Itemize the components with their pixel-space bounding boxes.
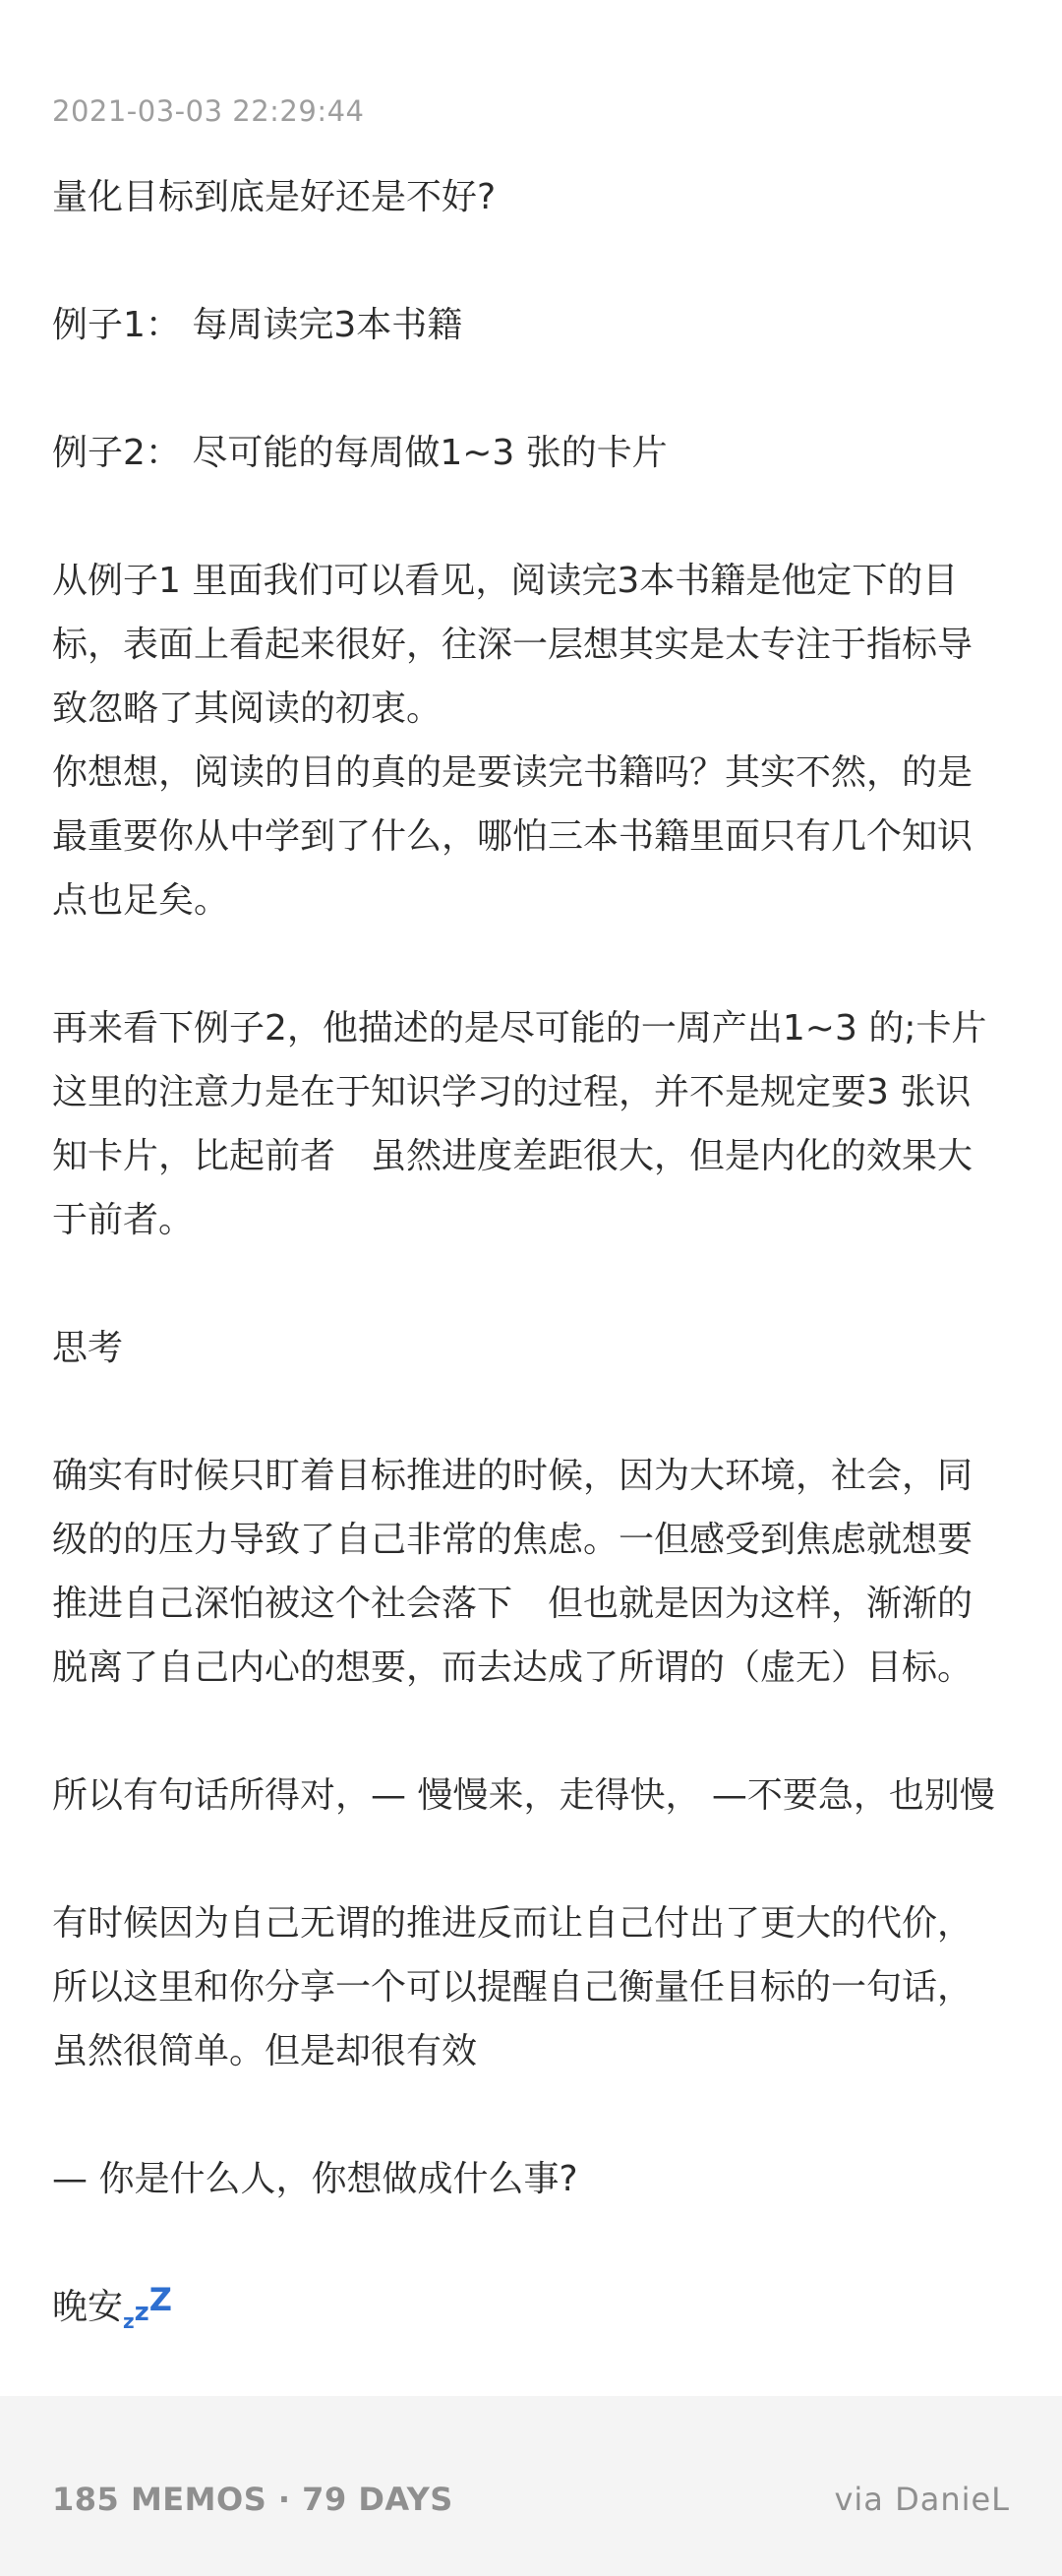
blank-line [52,485,1016,549]
blank-line [52,1380,1016,1444]
memo-content [52,165,1016,2339]
memo-line: 你想想，阅读的目的真的是要读完书籍吗？其实不然，的是 [52,752,974,793]
memo-line: 虽然很简单。但是却很有效 [52,2031,478,2071]
blank-line [52,1252,1016,1316]
memo-line: 脱离了自己内心的想要，而去达成了所谓的（虚无）目标。 [52,1647,974,1688]
memo-line: 所以有句话所得对，— 慢慢来，走得快， —不要急，也别慢 [52,1775,995,1816]
memo-line: — 你是什么人，你想做成什么事? [52,2159,578,2199]
memo-timestamp: 2021-03-03 22:29:44 [52,94,365,128]
footer [0,2396,1062,2576]
memo-line: 知卡片，比起前者 虽然进度差距很大，但是内化的效果大 [52,1136,974,1176]
memo-line: 所以这里和你分享一个可以提醒自己衡量任目标的一句话， [52,1967,974,2007]
memo-line: 思考 [52,1328,124,1368]
blank-line [52,229,1016,293]
zzz-letter: Z [148,2281,172,2318]
blank-line [52,1827,1016,1891]
memo-line: 于前者。 [52,1200,195,1240]
memo-line: 标，表面上看起来很好，往深一层想其实是太专注于指标导 [52,625,974,665]
memo-line: 例子1： 每周读完3本书籍 [52,305,463,345]
memo-line: 例子2： 尽可能的每周做1~3 张的卡片 [52,433,668,473]
blank-line [52,1700,1016,1764]
memo-line: 再来看下例子2，他描述的是尽可能的一周产出1~3 的;卡片 [52,1008,987,1048]
memo-line: 推进自己深怕被这个社会落下 但也就是因为这样，渐渐的 [52,1584,974,1624]
zzz-letter: z [134,2298,149,2327]
closing-text: 晚安 [52,2287,124,2327]
blank-line [52,2211,1016,2275]
author-signature: via DanieL [834,2481,1010,2518]
memo-line: 从例子1 里面我们可以看见，阅读完3本书籍是他定下的目 [52,561,959,601]
memo-line: 点也足矣。 [52,880,230,921]
blank-line [52,2083,1016,2147]
memo-line: 有时候因为自己无谓的推进反而让自己付出了更大的代价， [52,1903,974,1944]
memo-line: 级的的压力导致了自己非常的焦虑。一但感受到焦虑就想要 [52,1520,974,1560]
memo-line: 这里的注意力是在于知识学习的过程，并不是规定要3 张识 [52,1072,972,1112]
sleeping-zzz-icon [123,2275,172,2344]
blank-line [52,357,1016,421]
memo-closing-line [52,2275,1016,2339]
blank-line [52,932,1016,996]
memo-line: 致忽略了其阅读的初衷。 [52,689,442,729]
memo-line: 量化目标到底是好还是不好? [52,177,497,217]
zzz-letter: z [123,2309,135,2333]
memo-line: 确实有时候只盯着目标推进的时候，因为大环境，社会，同 [52,1456,974,1496]
memo-stats: 185 MEMOS · 79 DAYS [52,2481,453,2518]
memo-line: 最重要你从中学到了什么，哪怕三本书籍里面只有几个知识 [52,816,974,857]
